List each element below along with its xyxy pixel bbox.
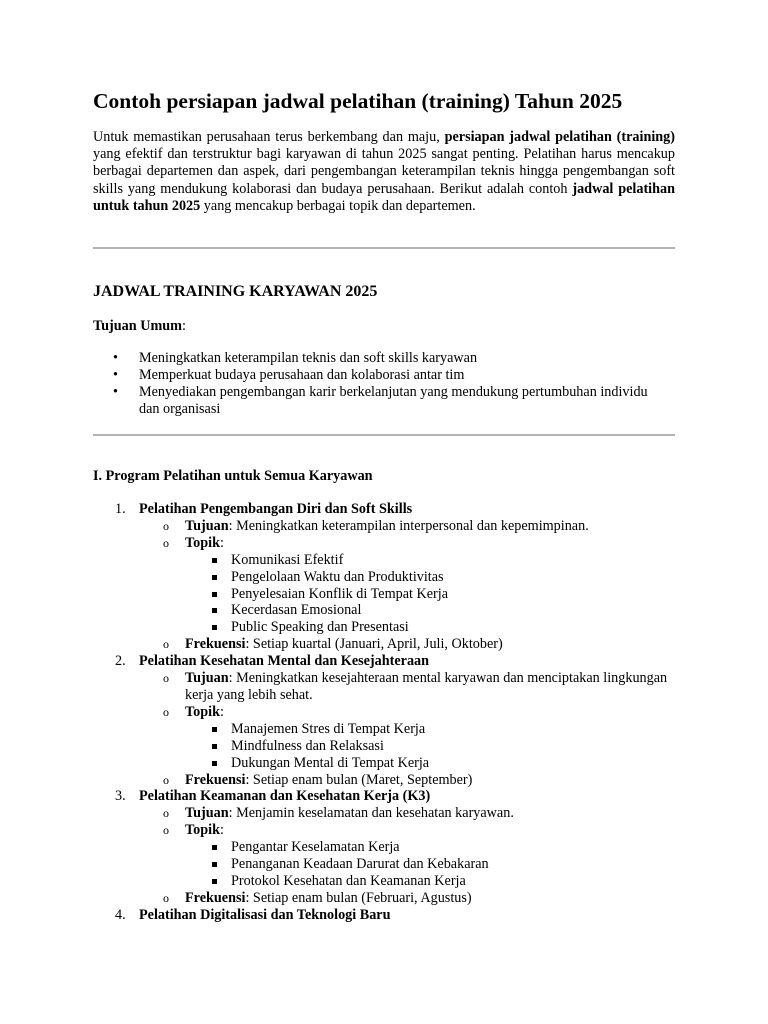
topic-detail-label: Topik xyxy=(185,822,220,839)
program-number: 3. xyxy=(115,788,126,805)
intro-bold-1: persiapan jadwal pelatihan (training) xyxy=(444,129,675,145)
circle-bullet-icon: o xyxy=(163,772,169,787)
frequency-label: Frekuensi xyxy=(185,771,246,788)
goal-item: • Memperkuat budaya perusahaan dan kolaborasi antar tim xyxy=(93,367,653,384)
program-number: 4. xyxy=(115,906,126,923)
topic-detail xyxy=(139,822,675,890)
program-item xyxy=(93,501,675,653)
program-details xyxy=(139,805,675,906)
square-bullet-icon xyxy=(212,575,217,580)
circle-bullet-icon: o xyxy=(163,823,169,838)
topic-detail-suffix: : xyxy=(219,822,224,839)
program-title: Pelatihan Pengembangan Diri dan Soft Skills xyxy=(139,501,413,517)
topic-detail-suffix: : xyxy=(219,534,224,551)
square-bullet-icon xyxy=(212,845,217,850)
topic-item xyxy=(185,569,675,586)
topic-item xyxy=(185,602,675,619)
goal-detail xyxy=(139,805,675,822)
topic-detail-label: Topik xyxy=(185,703,220,720)
topic-item xyxy=(185,586,675,603)
goals-list xyxy=(93,350,653,418)
square-bullet-icon xyxy=(212,608,217,613)
program-number: 2. xyxy=(115,653,126,670)
topic-list xyxy=(185,721,675,772)
topic-text: Komunikasi Efektif xyxy=(231,551,344,568)
goal-detail-label: Tujuan xyxy=(185,517,229,534)
topic-text: Penanganan Keadaan Darurat dan Kebakaran xyxy=(231,856,489,873)
frequency-text: : Setiap enam bulan (Maret, September) xyxy=(245,771,473,788)
goal-detail xyxy=(139,670,675,704)
goals-heading xyxy=(93,318,186,335)
goals-label-suffix: : xyxy=(181,318,186,334)
circle-bullet-icon: o xyxy=(163,637,169,652)
topic-text: Mindfulness dan Relaksasi xyxy=(231,737,384,754)
goal-detail-label: Tujuan xyxy=(185,805,229,822)
intro-paragraph xyxy=(93,129,675,215)
topic-text: Penyelesaian Konflik di Tempat Kerja xyxy=(231,585,449,602)
topic-list xyxy=(185,552,675,637)
circle-bullet-icon: o xyxy=(163,806,169,821)
frequency-label: Frekuensi xyxy=(185,636,246,653)
topic-text: Pengelolaan Waktu dan Produktivitas xyxy=(231,568,444,585)
topic-item xyxy=(185,721,675,738)
square-bullet-icon xyxy=(212,625,217,630)
topic-detail-label: Topik xyxy=(185,534,220,551)
frequency-detail xyxy=(139,636,675,653)
horizontal-divider xyxy=(93,247,675,249)
square-bullet-icon xyxy=(212,558,217,563)
topic-item xyxy=(185,873,675,890)
section-title: JADWAL TRAINING KARYAWAN 2025 xyxy=(93,283,378,300)
square-bullet-icon xyxy=(212,744,217,749)
frequency-detail xyxy=(139,890,675,907)
intro-text-2: yang efektif dan terstruktur bagi karyawan di tahun 2025 sangat penting. Pelatihan harus mencakup berbagai departemen dan aspek, dari pengembangan keterampilan teknis hingga pengembangan soft skills yang mendukung kolaborasi dan budaya perusahaan. Berikut adalah contoh xyxy=(93,146,675,197)
topic-list xyxy=(185,839,675,890)
square-bullet-icon xyxy=(212,761,217,766)
goal-detail-text: : Menjamin keselamatan dan kesehatan karyawan. xyxy=(228,805,514,822)
topic-item xyxy=(185,738,675,755)
goal-item: • Menyediakan pengembangan karir berkelanjutan yang mendukung pertumbuhan individu dan organisasi xyxy=(93,384,653,418)
circle-bullet-icon: o xyxy=(163,890,169,905)
goals-label: Tujuan Umum xyxy=(93,318,182,334)
topic-detail xyxy=(139,704,675,772)
intro-text-1: Untuk memastikan perusahaan terus berkembang dan maju, xyxy=(93,129,445,145)
program-heading: I. Program Pelatihan untuk Semua Karyawan xyxy=(93,468,373,484)
topic-item xyxy=(185,856,675,873)
circle-bullet-icon: o xyxy=(163,671,169,686)
program-item xyxy=(93,907,675,924)
square-bullet-icon xyxy=(212,862,217,867)
topic-item xyxy=(185,755,675,772)
goal-detail xyxy=(139,518,675,535)
program-item xyxy=(93,653,675,788)
goal-detail-text: : Meningkatkan keterampilan interpersonal dan kepemimpinan. xyxy=(228,517,589,534)
horizontal-divider xyxy=(93,434,675,436)
topic-text: Protokol Kesehatan dan Keamanan Kerja xyxy=(231,872,466,889)
goal-item: • Meningkatkan keterampilan teknis dan soft skills karyawan xyxy=(93,350,653,367)
goal-detail-text: : Meningkatkan kesejahteraan mental karyawan dan menciptakan lingkungan kerja yang lebih sehat. xyxy=(185,670,668,703)
program-details xyxy=(139,518,675,653)
square-bullet-icon xyxy=(212,879,217,884)
program-list xyxy=(93,501,675,924)
topic-item xyxy=(185,619,675,636)
program-title: Pelatihan Kesehatan Mental dan Kesejahteraan xyxy=(139,653,430,670)
topic-text: Manajemen Stres di Tempat Kerja xyxy=(231,720,426,737)
square-bullet-icon xyxy=(212,727,217,732)
square-bullet-icon xyxy=(212,592,217,597)
topic-text: Pengantar Keselamatan Kerja xyxy=(231,839,400,856)
intro-bold-2: jadwal pelatihan untuk tahun 2025 xyxy=(93,180,675,214)
topic-item xyxy=(185,839,675,856)
topic-text: Dukungan Mental di Tempat Kerja xyxy=(231,754,430,771)
circle-bullet-icon: o xyxy=(163,535,169,550)
frequency-text: : Setiap enam bulan (Februari, Agustus) xyxy=(245,889,472,906)
frequency-text: : Setiap kuartal (Januari, April, Juli, Oktober) xyxy=(245,636,503,653)
page-title: Contoh persiapan jadwal pelatihan (training) Tahun 2025 xyxy=(93,89,623,113)
topic-detail-suffix: : xyxy=(219,703,224,720)
circle-bullet-icon: o xyxy=(163,704,169,719)
program-title: Pelatihan Keamanan dan Kesehatan Kerja (K3) xyxy=(139,788,431,805)
topic-detail xyxy=(139,535,675,636)
program-number: 1. xyxy=(115,501,126,517)
circle-bullet-icon: o xyxy=(163,518,169,533)
topic-item xyxy=(185,552,675,569)
frequency-label: Frekuensi xyxy=(185,889,246,906)
intro-text-3: yang mencakup berbagai topik dan departemen. xyxy=(200,197,476,214)
program-details xyxy=(139,670,675,788)
program-item xyxy=(93,788,675,906)
topic-text: Kecerdasan Emosional xyxy=(231,602,362,619)
frequency-detail xyxy=(139,772,675,789)
goal-detail-label: Tujuan xyxy=(185,670,229,687)
topic-text: Public Speaking dan Presentasi xyxy=(231,619,409,636)
program-title: Pelatihan Digitalisasi dan Teknologi Baru xyxy=(139,906,391,923)
